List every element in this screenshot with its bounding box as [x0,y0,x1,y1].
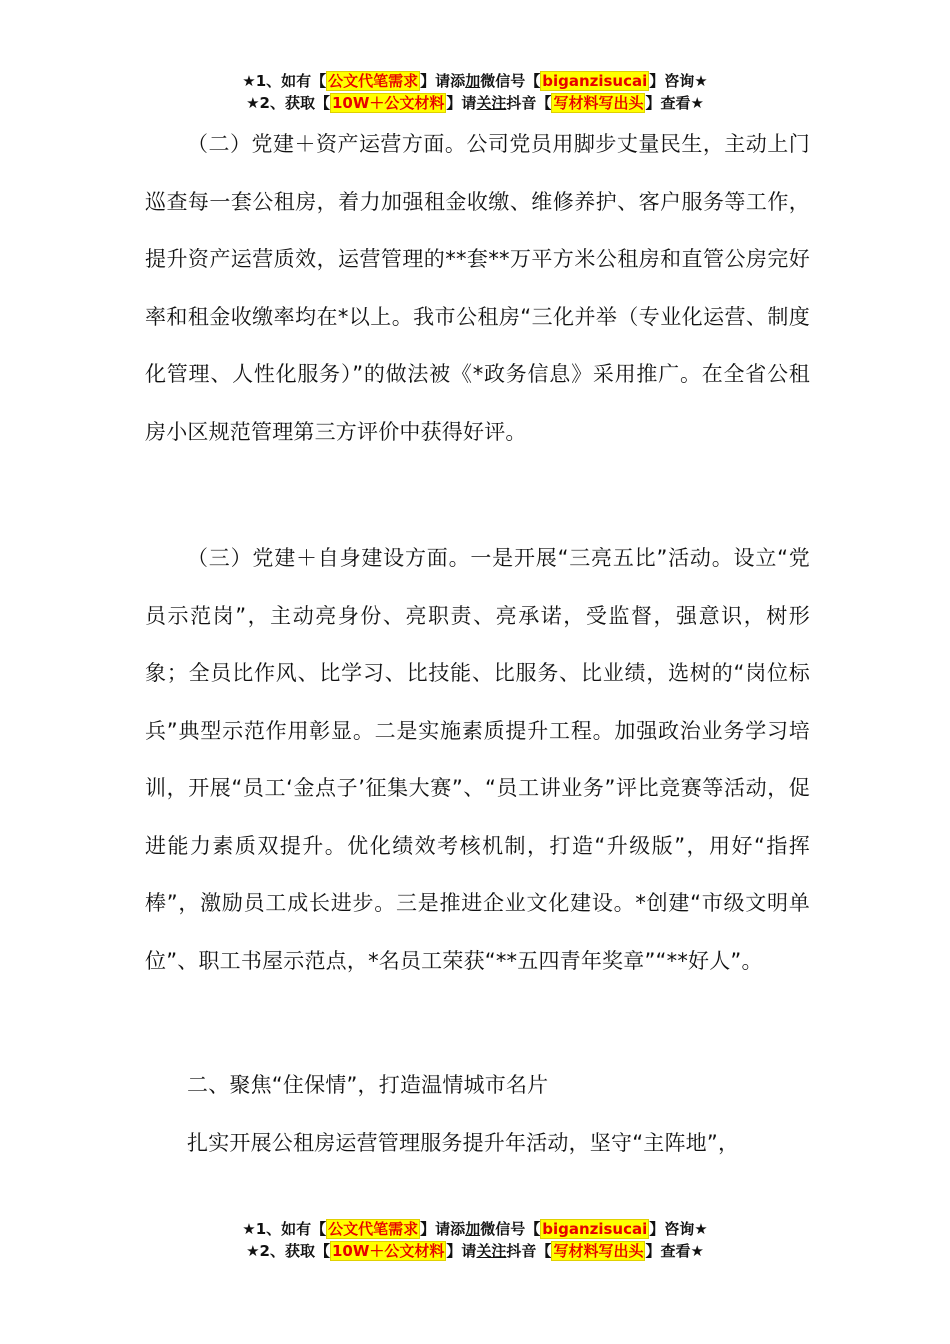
banner-text: 】查看★ [645,1242,704,1260]
banner-line-2 [0,92,950,114]
banner-text: 】请 [446,1242,477,1260]
banner-line-1 [0,70,950,92]
paragraph-asset-operation: （二）党建＋资产运营方面。公司党员用脚步丈量民生，主动上门巡查每一套公租房，着力加强租金收缴、维修养护、客户服务等工作，提升资产运营质效，运营管理的**套**万平方米公租房和直管公房完好率和租金收缴率均在*以上。我市公租房“三化并举（专业化运营、制度化管理、人性化服务）”的做法被《*政务信息》采用推广。在全省公租房小区规范管理第三方评价中获得好评。 [145,132,810,444]
banner-highlight: 10W＋公文材料 [331,94,445,112]
banner-text: 】咨询★ [649,1220,708,1238]
banner-text: ★1、如有【 [242,72,327,90]
banner-highlight: 写材料写出头 [553,94,644,112]
banner-highlight: 公文代笔需求 [328,1220,419,1238]
banner-text: 】请添 [420,72,466,90]
banner-line-2 [0,1240,950,1262]
banner-line-1 [0,1218,950,1240]
banner-highlight: 10W＋公文材料 [331,1242,445,1260]
banner-text: ★1、如有【 [242,1220,327,1238]
paragraph-public-housing: 扎实开展公租房运营管理服务提升年活动，坚守“主阵地”， [187,1131,740,1155]
footer-banner [0,1218,950,1262]
banner-text: 】查看★ [645,94,704,112]
banner-text: 】咨询★ [649,72,708,90]
banner-text: ★2、获取【 [246,94,330,112]
banner-text: ★2、获取【 [246,1242,330,1260]
banner-text: 微信号【 [480,1220,541,1238]
banner-text: 】请 [446,94,477,112]
banner-underlined: 关注 [476,94,507,112]
banner-underlined: 加 [465,72,481,90]
banner-highlight: biganzisucai [542,1220,648,1238]
banner-underlined: 关注 [476,1242,507,1260]
banner-highlight: biganzisucai [542,72,648,90]
banner-highlight: 写材料写出头 [553,1242,644,1260]
banner-highlight: 公文代笔需求 [328,72,419,90]
banner-underlined: 加 [465,1220,481,1238]
banner-text: 】请添 [420,1220,466,1238]
header-banner [0,70,950,114]
banner-text: 微信号【 [480,72,541,90]
banner-text: 抖音【 [506,1242,552,1260]
paragraph-self-construction: （三）党建＋自身建设方面。一是开展“三亮五比”活动。设立“党员示范岗”，主动亮身份、亮职责、亮承诺，受监督，强意识，树形象；全员比作风、比学习、比技能、比服务、比业绩，选树的“岗位标兵”典型示范作用彰显。二是实施素质提升工程。加强政治业务学习培训，开展“员工‘金点子’征集大赛”、“员工讲业务”评比竞赛等活动，促进能力素质双提升。优化绩效考核机制，打造“升级版”，用好“指挥棒”，激励员工成长进步。三是推进企业文化建设。*创建“市级文明单位”、职工书屋示范点，*名员工荣获“**五四青年奖章”“**好人”。 [145,546,810,973]
banner-text: 抖音【 [506,94,552,112]
section-heading: 二、聚焦“住保情”，打造温情城市名片 [187,1073,549,1097]
